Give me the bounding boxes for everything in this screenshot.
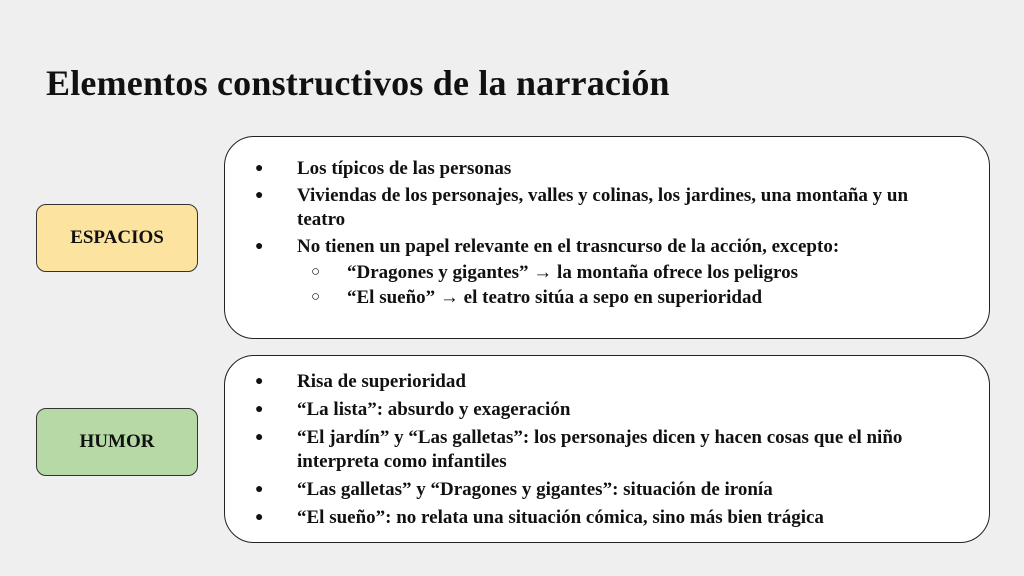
humor-label: HUMOR <box>79 431 155 452</box>
espacios-label: ESPACIOS <box>70 227 164 248</box>
sub-list-item-text: “Dragones y gigantes” → la montaña ofrece los peligros <box>347 262 799 283</box>
list-item <box>255 426 959 474</box>
list-item <box>255 157 959 181</box>
list-item <box>255 370 959 394</box>
bullet-icon: ● <box>255 402 264 417</box>
espacios-label-box <box>36 204 198 272</box>
bullet-icon: ● <box>255 239 264 254</box>
bullet-icon: ● <box>255 510 264 525</box>
list-item <box>255 506 959 530</box>
bullet-icon: ● <box>255 161 264 176</box>
espacios-sublist <box>297 260 959 310</box>
sub-bullet-icon: ○ <box>311 289 321 305</box>
list-item-text: Risa de superioridad <box>297 371 466 392</box>
bullet-icon: ● <box>255 482 264 497</box>
sub-bullet-icon: ○ <box>311 264 321 280</box>
bullet-icon: ● <box>255 188 264 203</box>
list-item-text: Los típicos de las personas <box>297 158 512 179</box>
list-item-text: “El sueño”: no relata una situación cómica, sino más bien trágica <box>297 507 824 528</box>
humor-list <box>255 370 959 530</box>
list-item-text: “El jardín” y “Las galletas”: los personajes dicen y hacen cosas que el niño interpreta como infantiles <box>297 427 903 472</box>
list-item <box>255 398 959 422</box>
humor-label-box <box>36 408 198 476</box>
list-item-text: “La lista”: absurdo y exageración <box>297 399 571 420</box>
list-item-text: No tienen un papel relevante en el trasncurso de la acción, excepto: <box>297 236 840 257</box>
bullet-icon: ● <box>255 374 264 389</box>
list-item-text: “Las galletas” y “Dragones y gigantes”: situación de ironía <box>297 479 773 500</box>
sub-list-item-text: “El sueño” → el teatro sitúa a sepo en superioridad <box>347 287 763 308</box>
sub-list-item <box>297 285 959 310</box>
list-item <box>255 235 959 310</box>
humor-content-box <box>224 355 990 543</box>
list-item <box>255 184 959 232</box>
espacios-list <box>255 157 959 310</box>
espacios-content-box <box>224 136 990 339</box>
slide-title: Elementos constructivos de la narración <box>46 63 670 103</box>
sub-list-item <box>297 260 959 285</box>
bullet-icon: ● <box>255 430 264 445</box>
list-item <box>255 478 959 502</box>
list-item-text: Viviendas de los personajes, valles y colinas, los jardines, una montaña y un teatro <box>297 185 909 230</box>
